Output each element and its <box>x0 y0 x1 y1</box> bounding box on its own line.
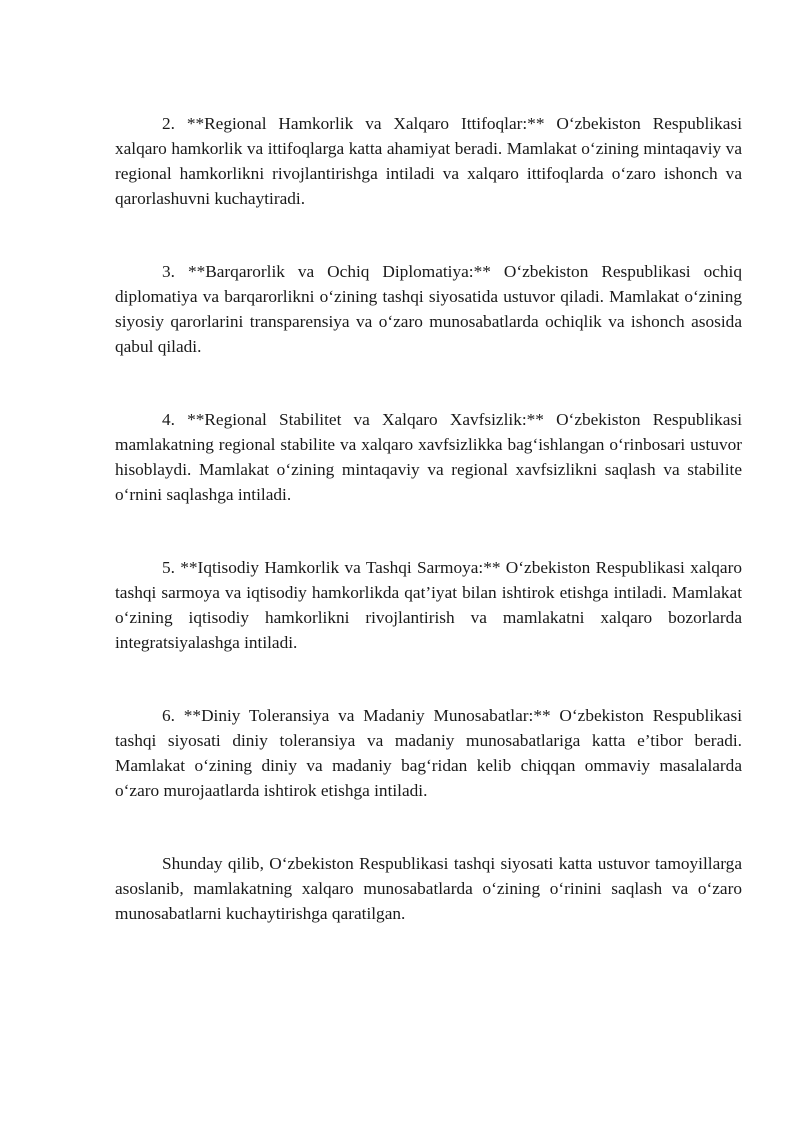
paragraph-spacer <box>115 655 742 703</box>
paragraph-regional-cooperation: 2. **Regional Hamkorlik va Xalqaro Ittifoqlar:** O‘zbekiston Respublikasi xalqaro hamkorlik va ittifoqlarga katta ahamiyat beradi. Mamlakat o‘zining mintaqaviy va regional hamkorlikni rivojlantirishga intiladi va xalqaro ittifoqlarda o‘zaro ishonch va qarorlashuvni kuchaytiradi. <box>115 114 742 208</box>
paragraph-spacer <box>115 803 742 851</box>
paragraph-economic-cooperation: 5. **Iqtisodiy Hamkorlik va Tashqi Sarmoya:** O‘zbekiston Respublikasi xalqaro tashqi sarmoya va iqtisodiy hamkorlikda qat’iyat bilan ishtirok etishga intiladi. Mamlakat o‘zining iqtisodiy hamkorlikni rivojlantirish va mamlakatni xalqaro bozorlarda integratsiyalashga intiladi. <box>115 558 742 652</box>
paragraph-spacer <box>115 211 742 259</box>
document-body <box>115 111 742 926</box>
paragraph-conclusion: Shunday qilib, O‘zbekiston Respublikasi tashqi siyosati katta ustuvor tamoyillarga asoslanib, mamlakatning xalqaro munosabatlarda o‘zining o‘rinini saqlash va o‘zaro munosabatlarni kuchaytirishga qaratilgan. <box>115 854 742 923</box>
paragraph-stability-diplomacy: 3. **Barqarorlik va Ochiq Diplomatiya:** O‘zbekiston Respublikasi ochiq diplomatiya va barqarorlikni o‘zining tashqi siyosatida ustuvor qiladi. Mamlakat o‘zining siyosiy qarorlarini transparensiya va o‘zaro munosabatlarda ochiqlik va ishonch asosida qabul qiladi. <box>115 262 742 356</box>
paragraph-spacer <box>115 507 742 555</box>
paragraph-spacer <box>115 359 742 407</box>
paragraph-regional-security: 4. **Regional Stabilitet va Xalqaro Xavfsizlik:** O‘zbekiston Respublikasi mamlakatning regional stabilite va xalqaro xavfsizlikka bag‘ishlangan o‘rinbosari ustuvor hisoblaydi. Mamlakat o‘zining mintaqaviy va regional xavfsizlikni saqlash va stabilite o‘rnini saqlashga intiladi. <box>115 410 742 504</box>
paragraph-religious-tolerance: 6. **Diniy Toleransiya va Madaniy Munosabatlar:** O‘zbekiston Respublikasi tashqi siyosati diniy toleransiya va madaniy munosabatlariga katta e’tibor beradi. Mamlakat o‘zining diniy va madaniy bag‘ridan kelib chiqqan ommaviy masalalarda o‘zaro murojaatlarda ishtirok etishga intiladi. <box>115 706 742 800</box>
